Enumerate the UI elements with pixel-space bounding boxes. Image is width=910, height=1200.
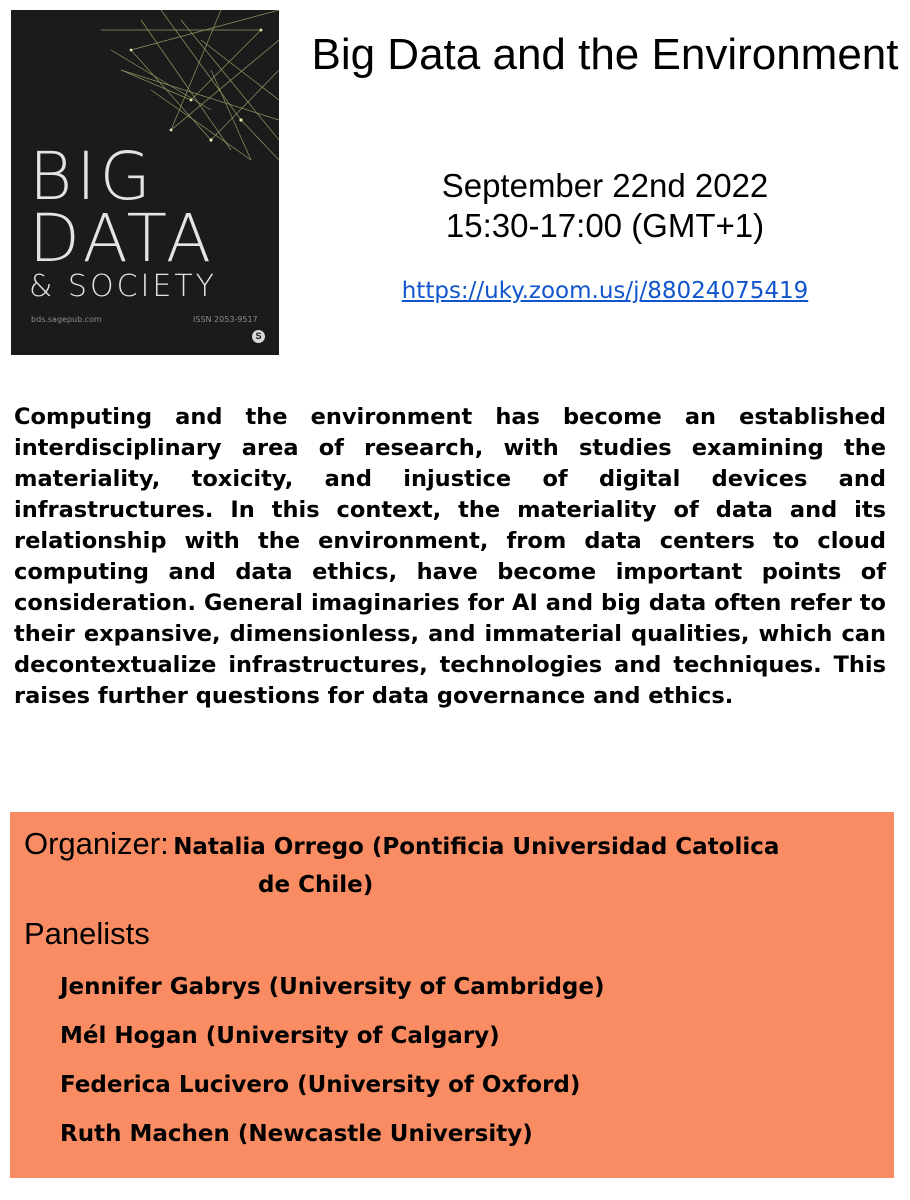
organizer-name: Natalia Orrego (Pontificia Universidad Catolica [173,834,780,860]
event-title: Big Data and the Environment [311,30,899,79]
panelist-item: Jennifer Gabrys (University of Cambridge) [60,974,605,1000]
zoom-link[interactable]: https://uky.zoom.us/j/88024075419 [401,278,809,304]
cover-title-line2: DATA [29,200,216,277]
cover-title-line3: & SOCIETY [29,269,217,304]
organizer-label: Organizer: [24,826,169,861]
cover-url: bds.sagepub.com [31,315,102,324]
event-time: 15:30-17:00 (GMT+1) [445,207,765,244]
organizer-line [24,826,884,898]
speakers-box [10,812,894,1178]
event-date: September 22nd 2022 [441,167,769,204]
panelist-item: Mél Hogan (University of Calgary) [60,1023,500,1049]
panelist-item: Ruth Machen (Newcastle University) [60,1121,533,1147]
panelist-item: Federica Lucivero (University of Oxford) [60,1072,581,1098]
organizer-name-continued: de Chile) [258,872,374,898]
event-datetime [300,166,910,246]
panelists-heading: Panelists [24,916,150,951]
cover-title-line1: BIG [29,138,155,215]
journal-cover-image [11,10,279,355]
zoom-link-container [300,278,910,304]
cover-issn: ISSN 2053-9517 [193,315,258,324]
publisher-logo-icon: S [252,330,265,343]
panelists-list [60,972,605,1168]
event-description: Computing and the environment has become an established interdisciplinary area of research, with studies examining the materiality, toxicity, and injustice of digital devices and infrastructures. In this context, the materiality of data and its relationship with the environment, from data centers to cloud computing and data ethics, have become important points of consideration. General imaginaries for AI and big data often refer to their expansive, dimensionless, and immaterial qualities, which can decontextualize infrastructures, technologies and techniques. This raises further questions for data governance and ethics. [14,404,886,709]
